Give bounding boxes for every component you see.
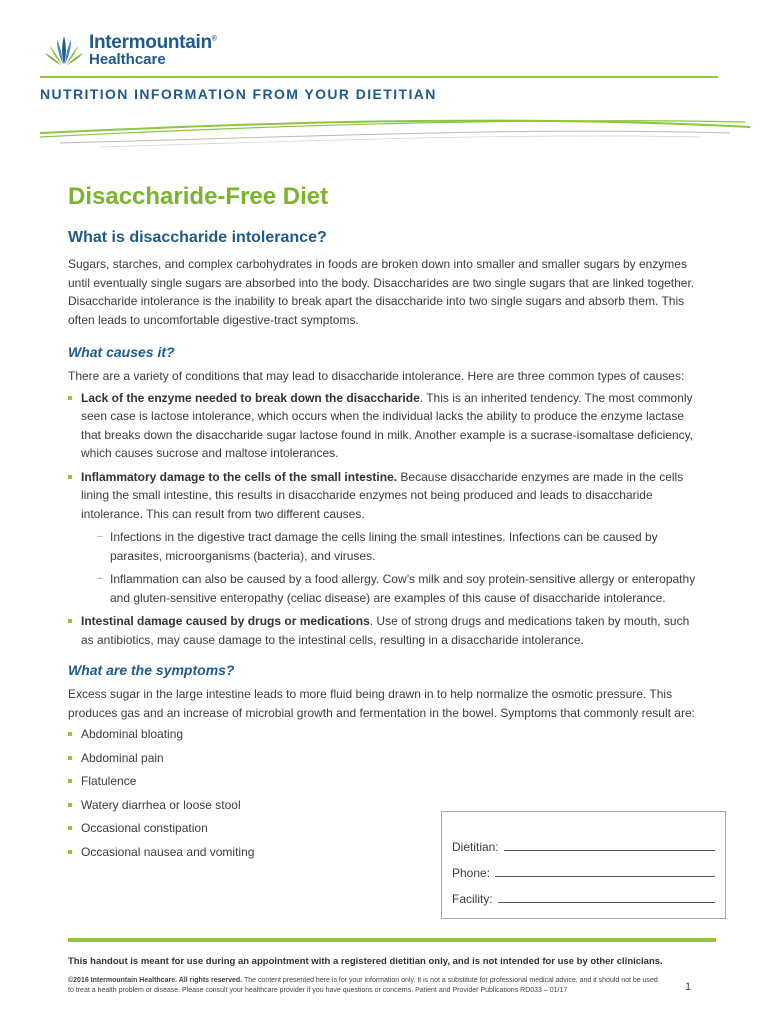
causes-list <box>68 389 703 650</box>
cause-lead: Lack of the enzyme needed to break down the disaccharide <box>81 390 420 405</box>
copyright-text: The content presented here is for your information only. It is not a substitute for professional medical advice, and it should not be used to treat a health problem or disease. Please consult your healthcare provider if you have questions or concerns. Patient and Provider Publications RD033 – 01/17 <box>68 977 658 994</box>
symptoms-heading: What are the symptoms? <box>68 662 235 678</box>
list-item <box>68 612 703 649</box>
brand-name: Intermountain® <box>89 32 217 53</box>
logo-mountain-icon <box>44 32 84 68</box>
list-item <box>68 468 703 608</box>
dietitian-row <box>452 828 715 854</box>
page-title: Disaccharide-Free Diet <box>68 183 329 210</box>
cause-lead: Intestinal damage caused by drugs or medications <box>81 614 370 628</box>
header-divider <box>40 76 718 78</box>
header-swoosh-decoration <box>0 105 770 155</box>
cause-text: . Use of strong drugs and medications taken by mouth, such as antibiotics, may cause damage to the intestinal cells, resulting in a disaccharide intolerance. <box>81 614 690 647</box>
footer-disclaimer: This handout is meant for use during an appointment with a registered dietitian only, and is not intended for use by other clinicians. <box>68 956 663 967</box>
footer-copyright <box>68 976 663 996</box>
list-item: Abdominal bloating <box>68 725 703 749</box>
copyright-bold: ©2016 Intermountain Healthcare. All rights reserved. <box>68 977 243 984</box>
causes-heading: What causes it? <box>68 344 175 360</box>
phone-field[interactable] <box>495 876 715 877</box>
facility-row <box>452 880 715 906</box>
main-content <box>68 227 703 866</box>
symptoms-intro: Excess sugar in the large intestine leads to more fluid being drawn in to help normalize the osmotic pressure. This produces gas and an increase of microbial growth and fermentation in the bowel. Symptoms that commonly result are: <box>68 687 695 720</box>
phone-label: Phone: <box>452 866 491 880</box>
cause-text: . This is an inherited tendency. The most commonly seen case is lactose intolerance, which occurs when the individual lacks the ability to produce the enzyme lactase that breaks down the disaccharide sugar lactose found in milk. Another example is a sucrase-isomaltase deficiency, which causes sucrose and maltose intolerances. <box>81 390 694 460</box>
list-item: Abdominal pain <box>68 749 703 773</box>
brand-subname: Healthcare <box>89 51 166 68</box>
intermountain-logo <box>44 32 234 68</box>
facility-label: Facility: <box>452 892 493 906</box>
causes-intro: There are a variety of conditions that may lead to disaccharide intolerance. Here are three common types of causes: <box>68 369 685 383</box>
dietitian-field[interactable] <box>504 850 715 851</box>
dietitian-label: Dietitian: <box>452 840 499 854</box>
page-number: 1 <box>685 981 692 993</box>
intro-heading: What is disaccharide intolerance? <box>68 229 327 246</box>
cause-lead: Inflammatory damage to the cells of the small intestine. <box>81 469 398 484</box>
sub-list-item: – Inflammation can also be caused by a food allergy. Cow’s milk and soy protein-sensitive allergy or enteropathy and gluten-sensitive enteropathy (celiac disease) are examples of this cause of disaccharide intolerance. <box>97 570 703 607</box>
sub-list-item: – Infections in the digestive tract damage the cells lining the small intestines. Infections can be caused by parasites, microorganisms (bacteria), and viruses. <box>97 528 703 565</box>
list-item: Watery diarrhea or loose stool <box>68 796 703 820</box>
section-title: NUTRITION INFORMATION FROM YOUR DIETITIAN <box>40 86 437 102</box>
list-item <box>68 389 703 463</box>
footer-divider <box>68 938 716 942</box>
list-item: Flatulence <box>68 772 703 796</box>
facility-field[interactable] <box>498 902 715 903</box>
intro-paragraph: Sugars, starches, and complex carbohydrates in foods are broken down into smaller and smaller sugars by enzymes until eventually single sugars are absorbed into the body. Disaccharides are two single sugars that are linked together. Disaccharide intolerance is the inability to break apart the disaccharide into two single sugars and absorb them. This often leads to uncomfortable digestive-tract symptoms. <box>68 257 695 327</box>
phone-row <box>452 854 715 880</box>
cause-sublist <box>81 528 703 607</box>
list-item: Occasional constipation <box>68 819 703 843</box>
dietitian-contact-box <box>441 811 726 919</box>
list-item: Occasional nausea and vomiting <box>68 843 703 867</box>
cause-text: Because disaccharide enzymes are made in the cells lining the small intestine, this results in disaccharide enzymes not being produced and leads to disaccharide intolerance. This can result from two different causes. <box>81 469 684 521</box>
